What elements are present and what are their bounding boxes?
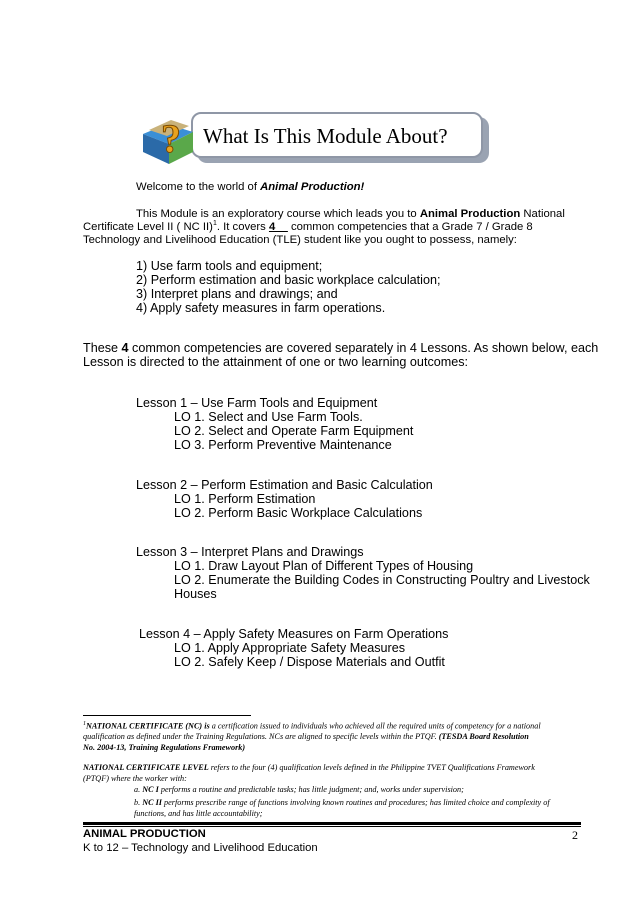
footnote-2-item-b xyxy=(134,798,550,807)
competency-item: 4) Apply safety measures in farm operations. xyxy=(136,301,386,315)
learning-outcome: LO 2. Enumerate the Building Codes in Constructing Poultry and Livestock xyxy=(174,573,590,587)
summary-text: These xyxy=(83,341,122,355)
intro-text: National xyxy=(520,208,565,220)
footnote-text: refers to the four (4) qualification levels defined in the Philippine TVET Qualifications Framework xyxy=(208,763,535,772)
learning-outcome: LO 1. Perform Estimation xyxy=(174,492,316,506)
svg-text:?: ? xyxy=(161,116,181,161)
intro-text: Certificate Level II ( NC II) xyxy=(83,220,213,233)
footer-rule xyxy=(83,822,581,825)
footnote-text: a certification issued to individuals who achieved all the required units of competency for a national xyxy=(209,721,541,731)
book-question-icon xyxy=(137,106,199,168)
lesson-title: Lesson 4 – Apply Safety Measures on Farm Operations xyxy=(139,627,449,641)
lesson-title: Lesson 2 – Perform Estimation and Basic Calculation xyxy=(136,478,433,492)
footnote-bold: NC I xyxy=(142,785,159,794)
lesson-title: Lesson 3 – Interpret Plans and Drawings xyxy=(136,545,364,559)
intro-bold: Animal Production xyxy=(419,208,521,220)
learning-outcome: LO 1. Select and Use Farm Tools. xyxy=(174,410,363,424)
footer-rule xyxy=(83,826,581,827)
intro-line-1 xyxy=(136,208,582,220)
page-title: What Is This Module About? xyxy=(203,124,448,148)
footnote-bold: NC II xyxy=(142,798,162,807)
footnote-bold: NATIONAL CERTIFICATE (NC) is xyxy=(86,721,210,731)
learning-outcome: LO 2. Safely Keep / Dispose Materials and Outfit xyxy=(174,655,445,669)
competency-item: 1) Use farm tools and equipment; xyxy=(136,259,323,273)
welcome-line xyxy=(136,181,364,193)
lesson-title: Lesson 1 – Use Farm Tools and Equipment xyxy=(136,396,378,410)
learning-outcome: LO 2. Select and Operate Farm Equipment xyxy=(174,424,414,438)
intro-text: . It covers xyxy=(216,220,269,233)
footnote-text: performs a routine and predictable tasks; has little judgment; and, works under supervision; xyxy=(158,785,464,794)
summary-line-1 xyxy=(83,341,598,355)
footnote-text: a. xyxy=(134,785,143,794)
footnote-ref: 1 xyxy=(212,220,217,227)
footnote-2-item-a xyxy=(134,785,464,794)
footer-program: K to 12 – Technology and Livelihood Education xyxy=(83,842,318,854)
footnote-text: performs prescribe range of functions involving known routines and procedures; has limited choice and complexity of xyxy=(161,798,550,807)
page-number: 2 xyxy=(572,828,578,842)
competency-item: 2) Perform estimation and basic workplace calculation; xyxy=(136,273,441,287)
footnote-number: 1 xyxy=(83,721,86,727)
footnote-bold: (TESDA Board Resolution xyxy=(438,732,529,741)
footnote-1-line-1 xyxy=(83,721,541,731)
intro-text: This Module is an exploratory course which leads you to xyxy=(136,208,420,220)
footer-subject: ANIMAL PRODUCTION xyxy=(83,828,206,840)
welcome-text: Welcome to the world of xyxy=(136,181,261,193)
footnote-1-line-2 xyxy=(83,732,529,741)
summary-line-2: Lesson is directed to the attainment of one or two learning outcomes: xyxy=(83,355,469,369)
summary-text: common competencies are covered separately in 4 Lessons. As shown below, each xyxy=(128,341,599,355)
learning-outcome: Houses xyxy=(174,587,217,601)
intro-text: common competencies that a Grade 7 / Grade 8 xyxy=(287,220,533,233)
welcome-emphasis: Animal Production! xyxy=(260,181,365,193)
learning-outcome: LO 1. Apply Appropriate Safety Measures xyxy=(174,641,406,655)
intro-line-2 xyxy=(83,220,533,233)
footnote-separator xyxy=(83,715,251,716)
learning-outcome: LO 1. Draw Layout Plan of Different Types of Housing xyxy=(174,559,474,573)
footnote-bold: NATIONAL CERTIFICATE LEVEL xyxy=(83,763,209,772)
summary-bold: 4 xyxy=(121,341,129,355)
competency-count: 4__ xyxy=(268,220,288,233)
footnote-text: b. xyxy=(134,798,143,807)
footnote-bold: No. 2004-13, Training Regulations Framework) xyxy=(83,743,246,752)
competency-item: 3) Interpret plans and drawings; and xyxy=(136,287,338,301)
footnote-text: qualification as defined under the Training Regulations. NCs are aligned to specific levels within the PTQF. xyxy=(83,732,439,741)
footnote-2-line-2: (PTQF) where the worker with: xyxy=(83,774,187,783)
footnote-2-line-1 xyxy=(83,763,535,772)
learning-outcome: LO 3. Perform Preventive Maintenance xyxy=(174,438,392,452)
footnote-2-item-b-cont: functions, and has little accountability; xyxy=(134,809,263,818)
intro-line-3: Technology and Livelihood Education (TLE) student like you ought to possess, namely: xyxy=(83,234,517,246)
learning-outcome: LO 2. Perform Basic Workplace Calculations xyxy=(174,506,423,520)
footnote-1-line-3 xyxy=(83,743,245,752)
